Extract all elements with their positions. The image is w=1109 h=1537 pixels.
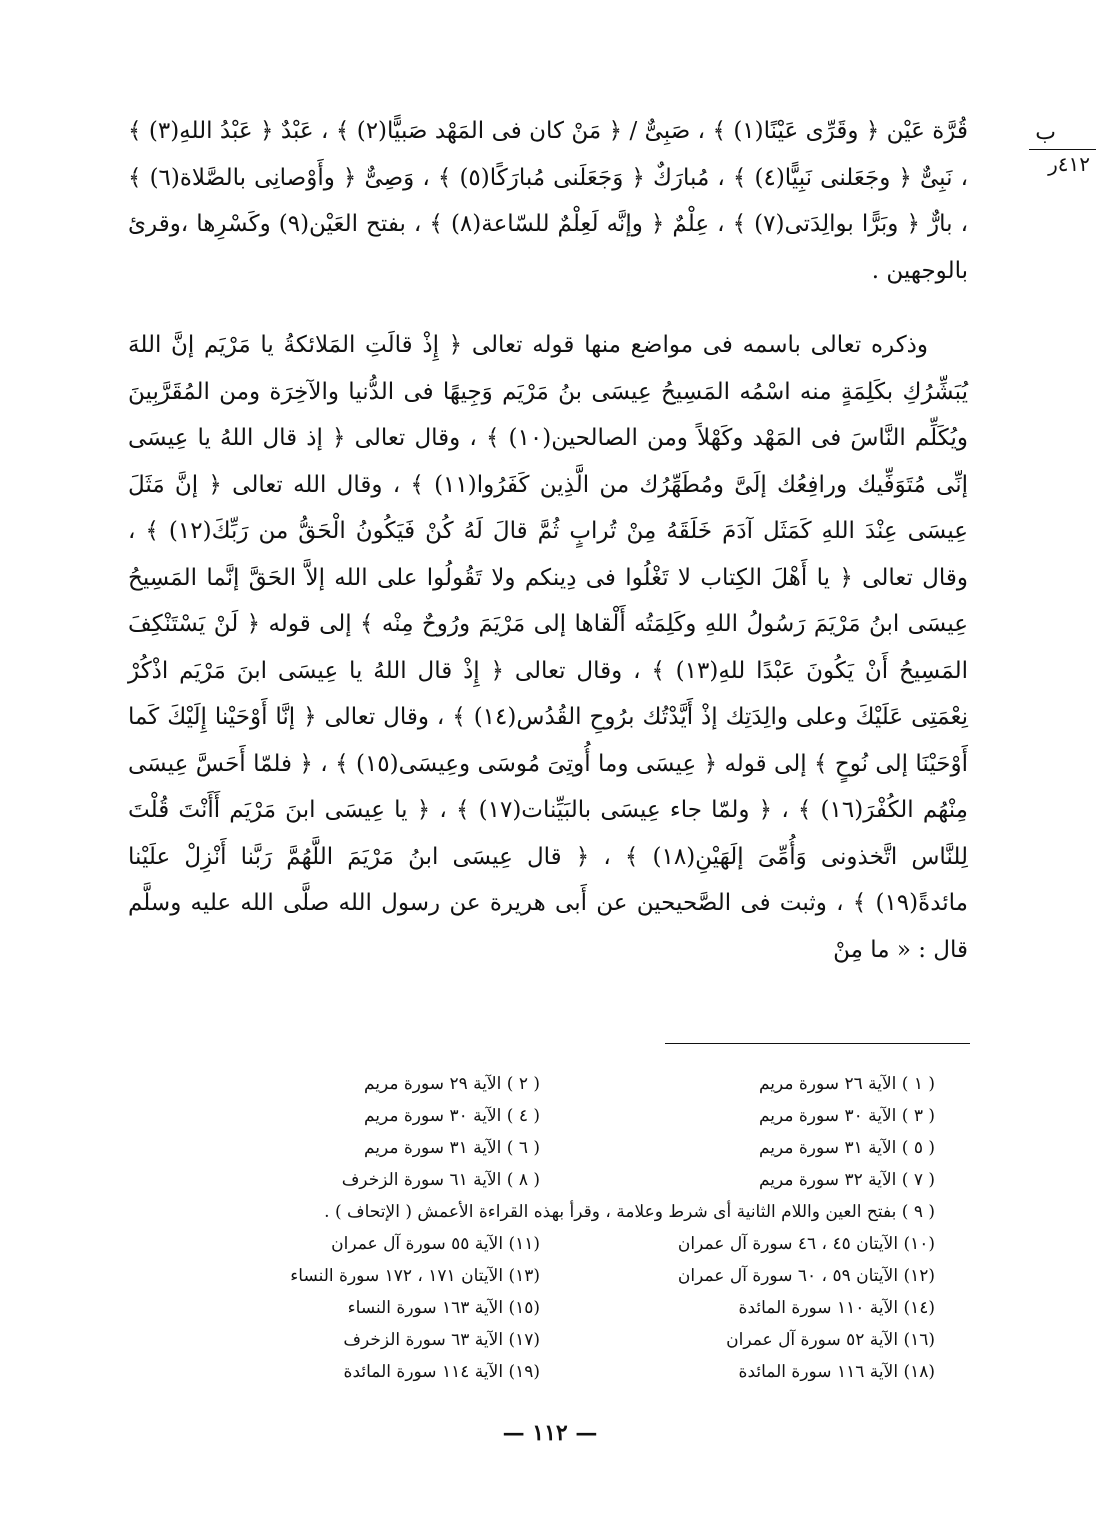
footnote: (١٥) الآية ١٦٣ سورة النساء [347, 1298, 540, 1318]
footnote: (١٨) الآية ١١٦ سورة المائدة [738, 1362, 935, 1382]
footnote: ( ٢ ) الآية ٢٩ سورة مريم [363, 1074, 540, 1094]
footnote: (١٢) الآيتان ٥٩ ، ٦٠ سورة آل عمران [677, 1266, 935, 1286]
paragraph: وذكره تعالى باسمه فى مواضع منها قوله تعالى ﴿ إِذْ قالَتِ المَلائكةُ يا مَرْيَم إنَّ اللهَ يُبَشِّرُكِ بكَلِمَةٍ منه اسْمُه المَسِيحُ عِيسَى بنُ مَرْيَم وَجِيهًا فى الدُّنيا والآخِرَة ومن المُقَرَّبِينَ ويُكَلِّم النَّاسَ فى المَهْد وكَهْلاً ومن الصالحين(١٠) ﴾ ، وقال تعالى ﴿ إذ قال اللهُ يا عِيسَى إنِّى مُتَوَفِّيك ورافِعُك إلَىَّ ومُطَهِّرُك من الَّذِين كَفَرُوا(١١) ﴾ ، وقال الله تعالى ﴿ إنَّ مَثَلَ عِيسَى عِنْدَ اللهِ كَمَثَل آدَمَ خَلَقَهُ مِنْ تُرابٍ ثُمَّ قالَ لَهُ كُنْ فَيَكُونُ الْحَقُّ من رَبِّكَ(١٢) ﴾ ، وقال تعالى ﴿ يا أَهْلَ الكِتاب لا تَغْلُوا فى دِينكم ولا تَقُولُوا على الله إلاَّ الحَقَّ إنَّما المَسِيحُ عِيسَى ابنُ مَرْيَمَ رَسُولُ اللهِ وكَلِمَتُه أَلْقاها إلى مَرْيَمَ ورُوحٌ مِنْه ﴾ إلى قوله ﴿ لَنْ يَسْتَنْكِفَ المَسِيحُ أَنْ يَكُونَ عَبْدًا للهِ(١٣) ﴾ ، وقال تعالى ﴿ إِذْ قال اللهُ يا عِيسَى ابنَ مَرْيَم اذْكُرْ نِعْمَتِى عَلَيْكَ وعلى والِدَتِك إذْ أَيَّدْتُك برُوحِ القُدُس(١٤) ﴾ ، وقال تعالى ﴿ إنَّا أَوْحَيْنا إِلَيْكَ كَما أَوْحَيْنَا إلى نُوحٍ ﴾ إلى قوله ﴿ عِيسَى وما أُوتِىَ مُوسَى وعِيسَى(١٥) ﴾ ، ﴿ فلمّا أَحَسَّ عِيسَى مِنْهُم الكُفْرَ(١٦) ﴾ ، ﴿ ولمّا جاء عِيسَى بالبَيِّنات(١٧) ﴾ ، ﴿ يا عِيسَى ابنَ مَرْيَم أَأَنْتَ قُلْتَ لِلنَّاس اتَّخذونى وَأُمِّىَ إلَهَيْنِ(١٨) ﴾ ، ﴿ قال عِيسَى ابنُ مَرْيَمَ اللَّهُمَّ رَبَّنا أَنْزِلْ علَيْنا مائدةً(١٩) ﴾ ، وثبت فى الصَّحيحين عن أَبى هريرة عن رسول الله صلَّى الله عليه وسلَّم قال : « ما مِنْ [128, 332, 969, 963]
main-text [128, 108, 968, 973]
footnote-row [200, 1356, 935, 1388]
footnote-row [200, 1196, 935, 1228]
footnote-row [200, 1132, 935, 1164]
footnote: (١٤) الآية ١١٠ سورة المائدة [738, 1298, 935, 1318]
footnote-row [200, 1068, 935, 1100]
footnote: ( ٩ ) بفتح العين واللام الثانية أى شرط وعلامة ، وقرأ بهذه القراءة الأعمش ( الإتحاف ) . [324, 1202, 935, 1222]
footnote: ( ٦ ) الآية ٣١ سورة مريم [363, 1138, 540, 1158]
margin-letter: ب [1029, 118, 1096, 150]
footnote: ( ٨ ) الآية ٦١ سورة الزخرف [341, 1170, 540, 1190]
footnote-row [200, 1164, 935, 1196]
manuscript-folio: ٤١٢ر [1048, 151, 1090, 176]
footnote: (١٠) الآيتان ٤٥ ، ٤٦ سورة آل عمران [677, 1234, 935, 1254]
footnote: ( ٣ ) الآية ٣٠ سورة مريم [758, 1106, 935, 1126]
footnote: ( ١ ) الآية ٢٦ سورة مريم [758, 1074, 935, 1094]
footnote: (١٧) الآية ٦٣ سورة الزخرف [343, 1330, 540, 1350]
footnote: ( ٧ ) الآية ٣٢ سورة مريم [758, 1170, 935, 1190]
page-number: — ١١٢ — [502, 1420, 598, 1446]
footnotes [200, 1068, 935, 1388]
footnote-row [200, 1292, 935, 1324]
footnote-row [200, 1228, 935, 1260]
footnote: (١٩) الآية ١١٤ سورة المائدة [343, 1362, 540, 1382]
footnote-divider [665, 1043, 970, 1044]
paragraph: قُرَّة عَيْن ﴿ وقَرِّى عَيْنًا(١) ﴾ ، صَبِىٌّ / ﴿ مَنْ كان فى المَهْد صَبيًّا(٢) ﴾ ، عَبْدٌ ﴿ عَبْدُ اللهِ(٣) ﴾ ، نَبِىٌّ ﴿ وجَعَلنى نَبِيًّا(٤) ﴾ ، مُبارَكٌ ﴿ وَجَعَلَنى مُبارَكًا(٥) ﴾ ، وَصِىٌّ ﴿ وأَوْصانِى بالصَّلاة(٦) ﴾ ، بارٌّ ﴿ وبَرًّا بوالِدَتى(٧) ﴾ ، عِلْمٌ ﴿ وإنَّه لَعِلْمٌ للسّاعة(٨) ﴾ ، بفتح العَيْن(٩) وكَسْرِها ،وقرئ بالوجهين . [128, 118, 968, 284]
margin-annotation [966, 118, 1096, 178]
footnote: (١١) الآية ٥٥ سورة آل عمران [331, 1234, 540, 1254]
footnote: ( ٤ ) الآية ٣٠ سورة مريم [363, 1106, 540, 1126]
footnote-row [200, 1260, 935, 1292]
footnote: (١٣) الآيتان ١٧١ ، ١٧٢ سورة النساء [290, 1266, 540, 1286]
footnote: (١٦) الآية ٥٢ سورة آل عمران [726, 1330, 935, 1350]
footnote-row [200, 1324, 935, 1356]
footnote: ( ٥ ) الآية ٣١ سورة مريم [758, 1138, 935, 1158]
footnote-row [200, 1100, 935, 1132]
